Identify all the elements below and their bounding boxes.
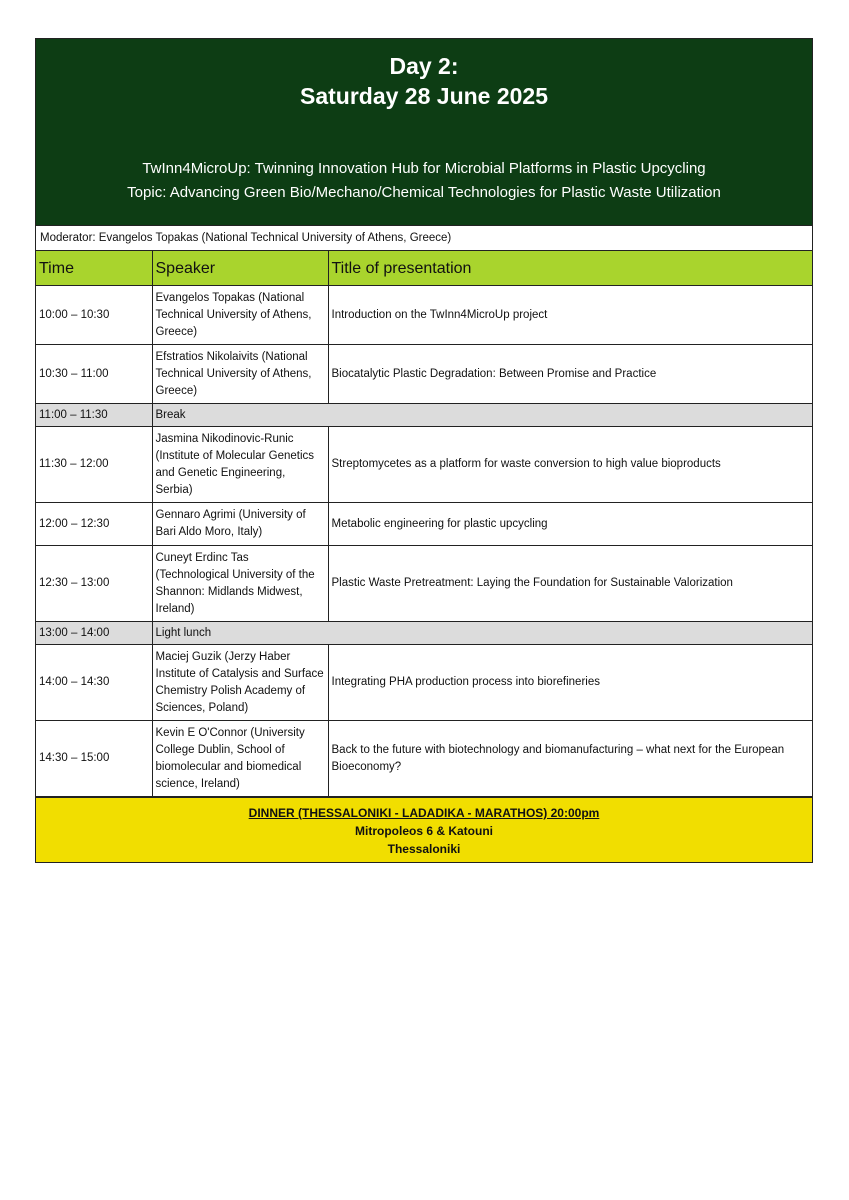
dinner-address: Mitropoleos 6 & Katouni: [355, 824, 493, 838]
break-label: Break: [152, 404, 812, 427]
speaker-cell: Evangelos Topakas (National Technical University of Athens, Greece): [152, 286, 328, 345]
time-cell: 13:00 – 14:00: [36, 622, 152, 645]
day-label: Day 2:: [389, 53, 459, 79]
column-header-time: Time: [36, 251, 152, 286]
programme-sheet: [35, 38, 813, 863]
day-date: Saturday 28 June 2025: [299, 83, 549, 109]
speaker-cell: Cuneyt Erdinc Tas (Technological University of the Shannon: Midlands Midwest, Ireland): [152, 546, 328, 622]
title-cell: Integrating PHA production process into biorefineries: [328, 645, 812, 721]
table-row: [36, 345, 812, 404]
dinner-city: Thessaloniki: [387, 842, 461, 856]
time-cell: 11:30 – 12:00: [36, 427, 152, 503]
table-row: [36, 427, 812, 503]
table-row: [36, 721, 812, 797]
break-row: [36, 404, 812, 427]
table-row: [36, 645, 812, 721]
table-header-row: [36, 251, 812, 286]
title-cell: Back to the future with biotechnology and biomanufacturing – what next for the European Bioeconomy?: [328, 721, 812, 797]
speaker-cell: Efstratios Nikolaivits (National Technical University of Athens, Greece): [152, 345, 328, 404]
title-cell: Streptomycetes as a platform for waste conversion to high value bioproducts: [328, 427, 812, 503]
speaker-cell: Maciej Guzik (Jerzy Haber Institute of Catalysis and Surface Chemistry Polish Academy of Sciences, Poland): [152, 645, 328, 721]
dinner-banner: [36, 797, 812, 862]
title-cell: Metabolic engineering for plastic upcycling: [328, 503, 812, 546]
title-cell: Plastic Waste Pretreatment: Laying the Foundation for Sustainable Valorization: [328, 546, 812, 622]
schedule-table: [36, 251, 812, 797]
table-row: [36, 286, 812, 345]
moderator-line: Moderator: Evangelos Topakas (National Technical University of Athens, Greece): [36, 225, 812, 251]
project-subtitle: TwInn4MicroUp: Twinning Innovation Hub for Microbial Platforms in Plastic Upcycling: [142, 160, 706, 177]
time-cell: 10:30 – 11:00: [36, 345, 152, 404]
speaker-cell: Jasmina Nikodinovic-Runic (Institute of Molecular Genetics and Genetic Engineering, Serbia): [152, 427, 328, 503]
title-cell: Introduction on the TwInn4MicroUp project: [328, 286, 812, 345]
time-cell: 14:30 – 15:00: [36, 721, 152, 797]
title-cell: Biocatalytic Plastic Degradation: Between Promise and Practice: [328, 345, 812, 404]
lunch-row: [36, 622, 812, 645]
speaker-cell: Kevin E O'Connor (University College Dublin, School of biomolecular and biomedical science, Ireland): [152, 721, 328, 797]
time-cell: 11:00 – 11:30: [36, 404, 152, 427]
time-cell: 12:30 – 13:00: [36, 546, 152, 622]
day-header: [36, 39, 812, 225]
column-header-speaker: Speaker: [152, 251, 328, 286]
time-cell: 14:00 – 14:30: [36, 645, 152, 721]
table-row: [36, 546, 812, 622]
lunch-label: Light lunch: [152, 622, 812, 645]
topic-subtitle: Topic: Advancing Green Bio/Mechano/Chemical Technologies for Plastic Waste Utilization: [127, 184, 721, 201]
time-cell: 10:00 – 10:30: [36, 286, 152, 345]
time-cell: 12:00 – 12:30: [36, 503, 152, 546]
table-row: [36, 503, 812, 546]
dinner-title: DINNER (THESSALONIKI - LADADIKA - MARATHOS) 20:00pm: [248, 806, 600, 820]
column-header-title: Title of presentation: [328, 251, 812, 286]
speaker-cell: Gennaro Agrimi (University of Bari Aldo Moro, Italy): [152, 503, 328, 546]
